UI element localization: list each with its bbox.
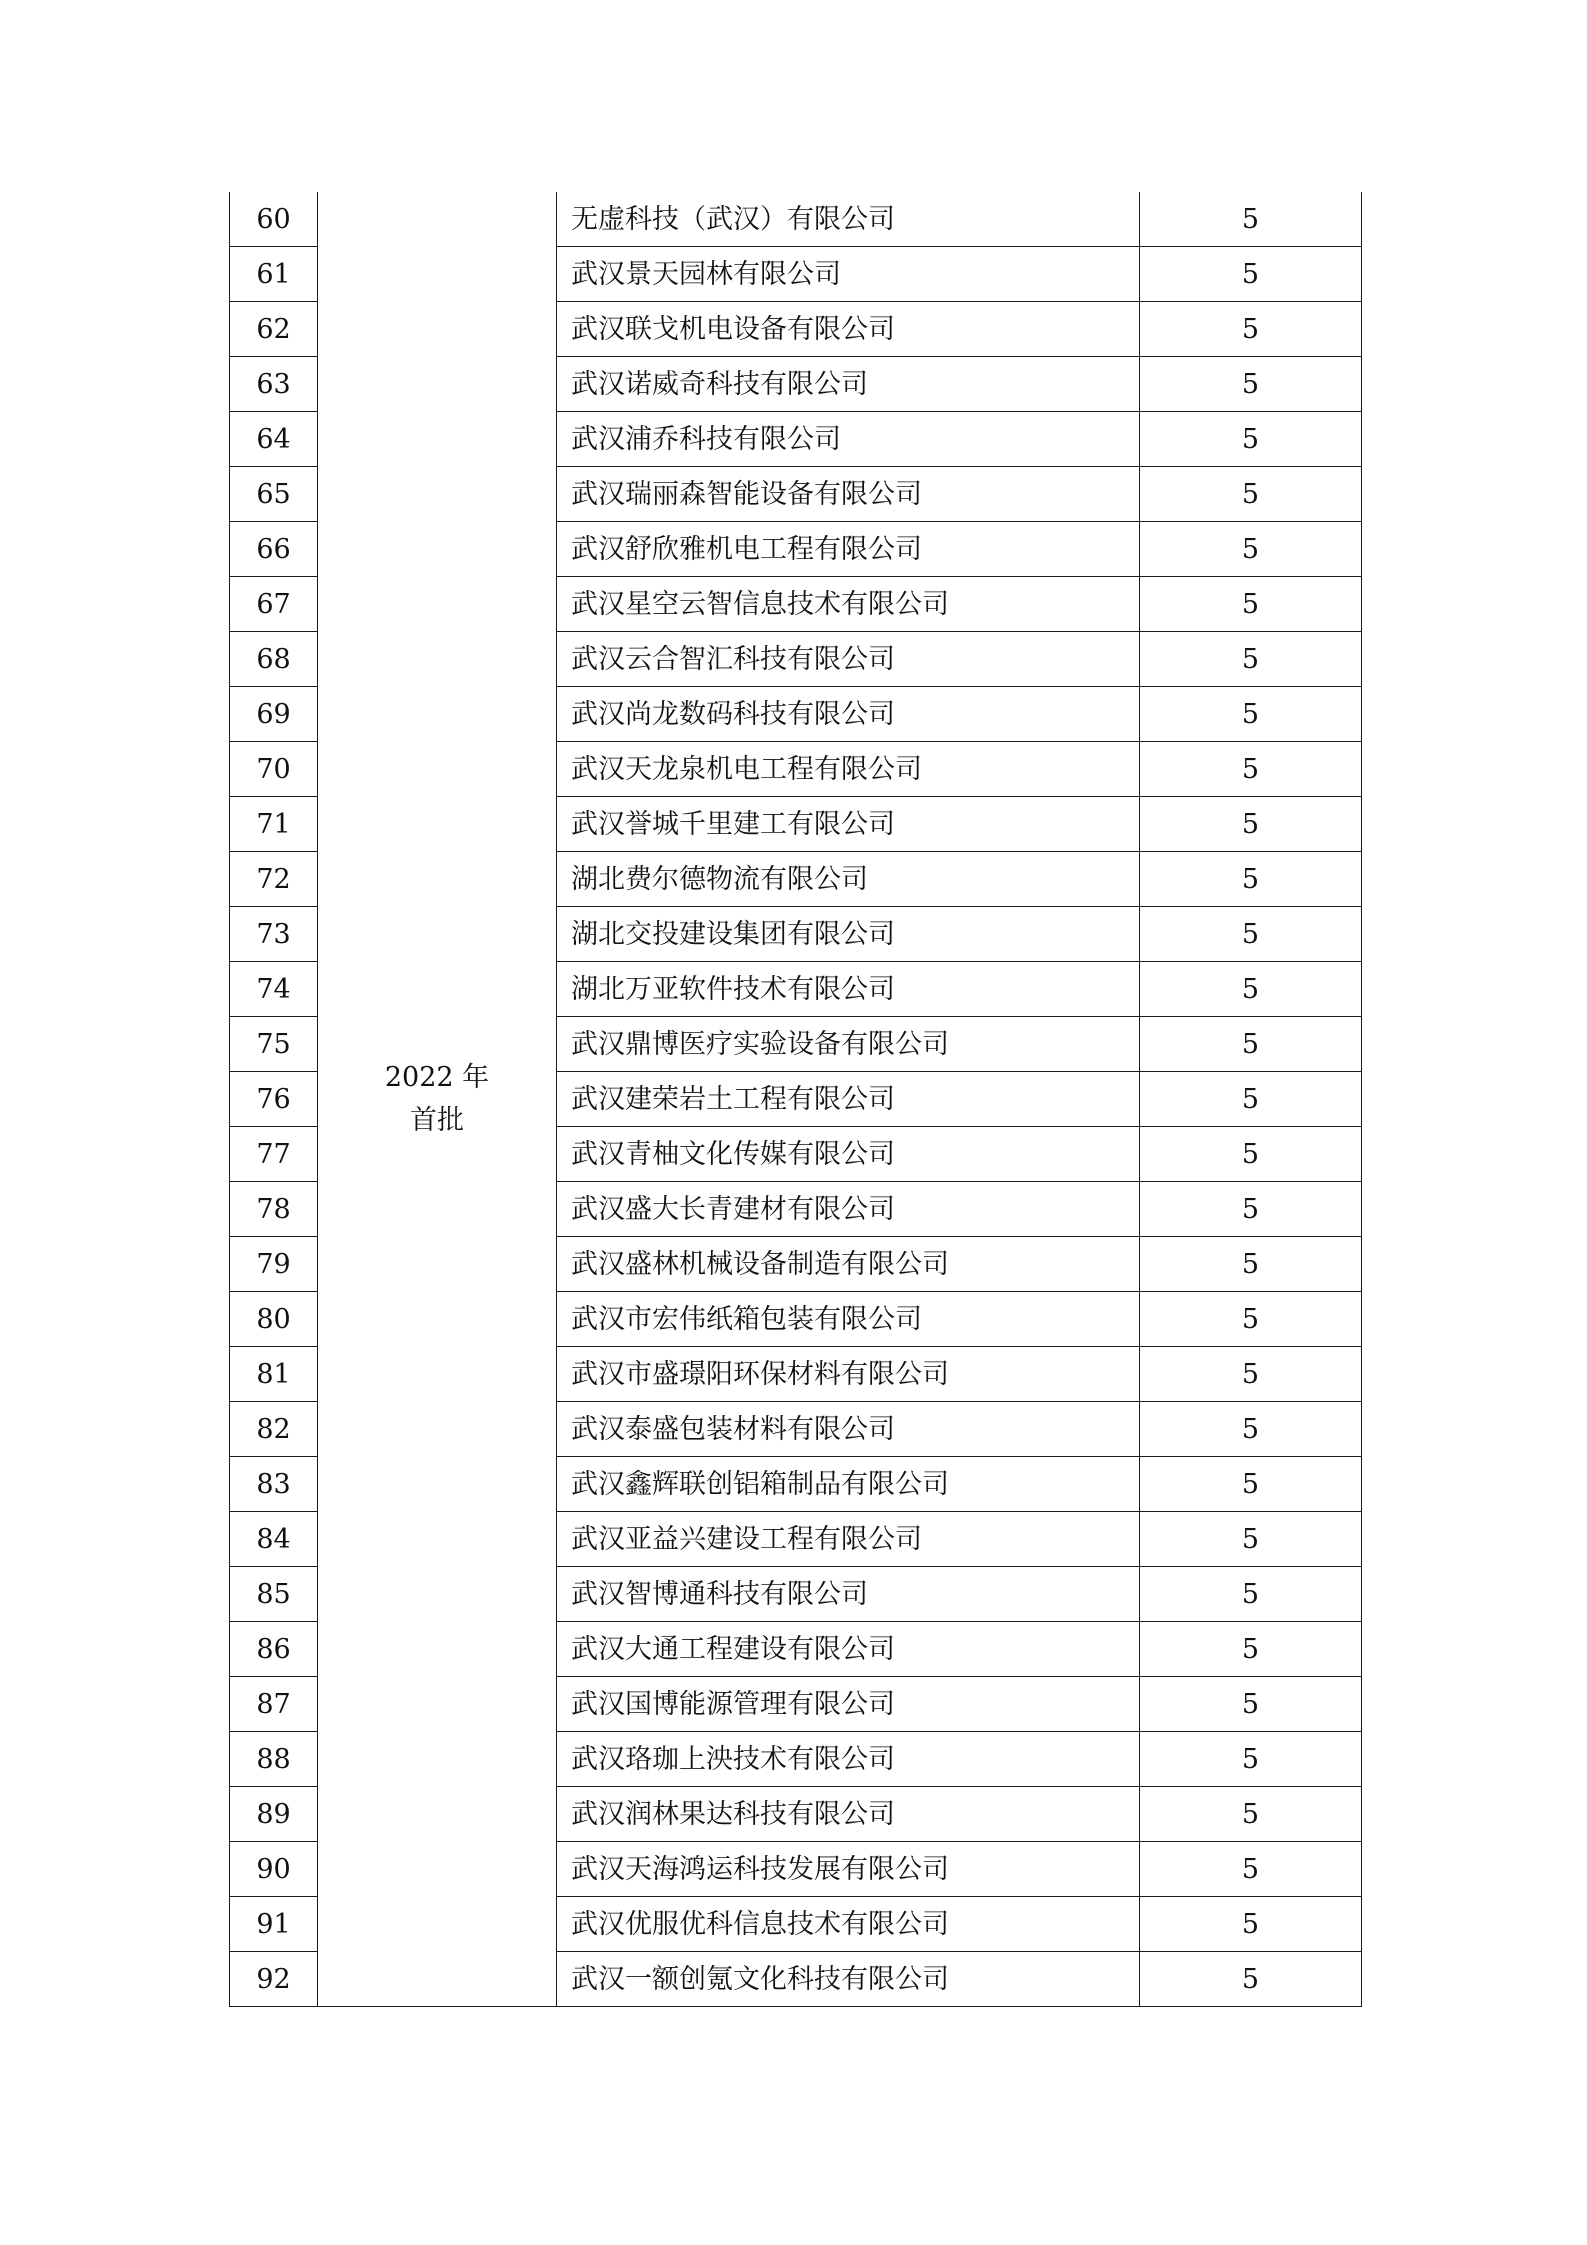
row-number-cell: 79 (230, 1237, 318, 1292)
company-name-cell: 武汉优服优科信息技术有限公司 (557, 1897, 1140, 1952)
row-number-cell: 70 (230, 742, 318, 797)
score-cell: 5 (1140, 1952, 1362, 2007)
score-cell: 5 (1140, 1512, 1362, 1567)
company-name-cell: 武汉诺威奇科技有限公司 (557, 357, 1140, 412)
batch-cell (318, 192, 557, 2007)
score-cell: 5 (1140, 632, 1362, 687)
company-name-cell: 武汉智博通科技有限公司 (557, 1567, 1140, 1622)
company-name-cell: 武汉盛大长青建材有限公司 (557, 1182, 1140, 1237)
score-cell: 5 (1140, 1017, 1362, 1072)
row-number-cell: 76 (230, 1072, 318, 1127)
company-name-cell: 武汉云合智汇科技有限公司 (557, 632, 1140, 687)
score-cell: 5 (1140, 962, 1362, 1017)
row-number-cell: 82 (230, 1402, 318, 1457)
score-cell: 5 (1140, 1567, 1362, 1622)
score-cell: 5 (1140, 742, 1362, 797)
row-number-cell: 65 (230, 467, 318, 522)
score-cell: 5 (1140, 1842, 1362, 1897)
company-name-cell: 武汉星空云智信息技术有限公司 (557, 577, 1140, 632)
row-number-cell: 91 (230, 1897, 318, 1952)
score-cell: 5 (1140, 1787, 1362, 1842)
score-cell: 5 (1140, 302, 1362, 357)
score-cell: 5 (1140, 687, 1362, 742)
company-name-cell: 武汉浦乔科技有限公司 (557, 412, 1140, 467)
row-number-cell: 68 (230, 632, 318, 687)
company-name-cell: 湖北万亚软件技术有限公司 (557, 962, 1140, 1017)
score-cell: 5 (1140, 1237, 1362, 1292)
row-number-cell: 60 (230, 192, 318, 247)
row-number-cell: 86 (230, 1622, 318, 1677)
company-roster-table (229, 192, 1362, 2007)
row-number-cell: 61 (230, 247, 318, 302)
row-number-cell: 63 (230, 357, 318, 412)
row-number-cell: 89 (230, 1787, 318, 1842)
company-name-cell: 湖北费尔德物流有限公司 (557, 852, 1140, 907)
row-number-cell: 69 (230, 687, 318, 742)
company-name-cell: 无虚科技（武汉）有限公司 (557, 192, 1140, 247)
company-name-cell: 湖北交投建设集团有限公司 (557, 907, 1140, 962)
score-cell: 5 (1140, 1072, 1362, 1127)
row-number-cell: 78 (230, 1182, 318, 1237)
score-cell: 5 (1140, 522, 1362, 577)
score-cell: 5 (1140, 357, 1362, 412)
company-name-cell: 武汉联戈机电设备有限公司 (557, 302, 1140, 357)
company-name-cell: 武汉鼎博医疗实验设备有限公司 (557, 1017, 1140, 1072)
score-cell: 5 (1140, 1897, 1362, 1952)
score-cell: 5 (1140, 907, 1362, 962)
score-cell: 5 (1140, 247, 1362, 302)
score-cell: 5 (1140, 1677, 1362, 1732)
row-number-cell: 67 (230, 577, 318, 632)
score-cell: 5 (1140, 1292, 1362, 1347)
row-number-cell: 64 (230, 412, 318, 467)
company-name-cell: 武汉润林果达科技有限公司 (557, 1787, 1140, 1842)
company-name-cell: 武汉国博能源管理有限公司 (557, 1677, 1140, 1732)
company-name-cell: 武汉泰盛包装材料有限公司 (557, 1402, 1140, 1457)
row-number-cell: 71 (230, 797, 318, 852)
row-number-cell: 62 (230, 302, 318, 357)
row-number-cell: 72 (230, 852, 318, 907)
company-name-cell: 武汉尚龙数码科技有限公司 (557, 687, 1140, 742)
company-name-cell: 武汉舒欣雅机电工程有限公司 (557, 522, 1140, 577)
company-name-cell: 武汉青柚文化传媒有限公司 (557, 1127, 1140, 1182)
company-name-cell: 武汉盛林机械设备制造有限公司 (557, 1237, 1140, 1292)
score-cell: 5 (1140, 1402, 1362, 1457)
company-name-cell: 武汉瑞丽森智能设备有限公司 (557, 467, 1140, 522)
company-name-cell: 武汉景天园林有限公司 (557, 247, 1140, 302)
score-cell: 5 (1140, 1622, 1362, 1677)
company-name-cell: 武汉亚益兴建设工程有限公司 (557, 1512, 1140, 1567)
score-cell: 5 (1140, 1732, 1362, 1787)
company-name-cell: 武汉一额创氪文化科技有限公司 (557, 1952, 1140, 2007)
row-number-cell: 92 (230, 1952, 318, 2007)
score-cell: 5 (1140, 1127, 1362, 1182)
row-number-cell: 85 (230, 1567, 318, 1622)
row-number-cell: 90 (230, 1842, 318, 1897)
score-cell: 5 (1140, 192, 1362, 247)
row-number-cell: 87 (230, 1677, 318, 1732)
row-number-cell: 83 (230, 1457, 318, 1512)
company-name-cell: 武汉鑫辉联创铝箱制品有限公司 (557, 1457, 1140, 1512)
batch-year-label: 2022 年 (384, 1061, 490, 1093)
score-cell: 5 (1140, 1347, 1362, 1402)
company-name-cell: 武汉市宏伟纸箱包装有限公司 (557, 1292, 1140, 1347)
score-cell: 5 (1140, 577, 1362, 632)
table-row (230, 192, 1362, 247)
row-number-cell: 77 (230, 1127, 318, 1182)
score-cell: 5 (1140, 1457, 1362, 1512)
company-name-cell: 武汉誉城千里建工有限公司 (557, 797, 1140, 852)
company-name-cell: 武汉天龙泉机电工程有限公司 (557, 742, 1140, 797)
company-name-cell: 武汉大通工程建设有限公司 (557, 1622, 1140, 1677)
row-number-cell: 66 (230, 522, 318, 577)
score-cell: 5 (1140, 467, 1362, 522)
batch-round-label: 首批 (410, 1105, 464, 1136)
row-number-cell: 80 (230, 1292, 318, 1347)
row-number-cell: 74 (230, 962, 318, 1017)
row-number-cell: 73 (230, 907, 318, 962)
company-name-cell: 武汉珞珈上泱技术有限公司 (557, 1732, 1140, 1787)
company-name-cell: 武汉建荣岩土工程有限公司 (557, 1072, 1140, 1127)
row-number-cell: 84 (230, 1512, 318, 1567)
company-name-cell: 武汉天海鸿运科技发展有限公司 (557, 1842, 1140, 1897)
score-cell: 5 (1140, 797, 1362, 852)
row-number-cell: 75 (230, 1017, 318, 1072)
company-name-cell: 武汉市盛璟阳环保材料有限公司 (557, 1347, 1140, 1402)
row-number-cell: 81 (230, 1347, 318, 1402)
score-cell: 5 (1140, 1182, 1362, 1237)
row-number-cell: 88 (230, 1732, 318, 1787)
score-cell: 5 (1140, 852, 1362, 907)
roster-table-body (230, 192, 1362, 2007)
score-cell: 5 (1140, 412, 1362, 467)
